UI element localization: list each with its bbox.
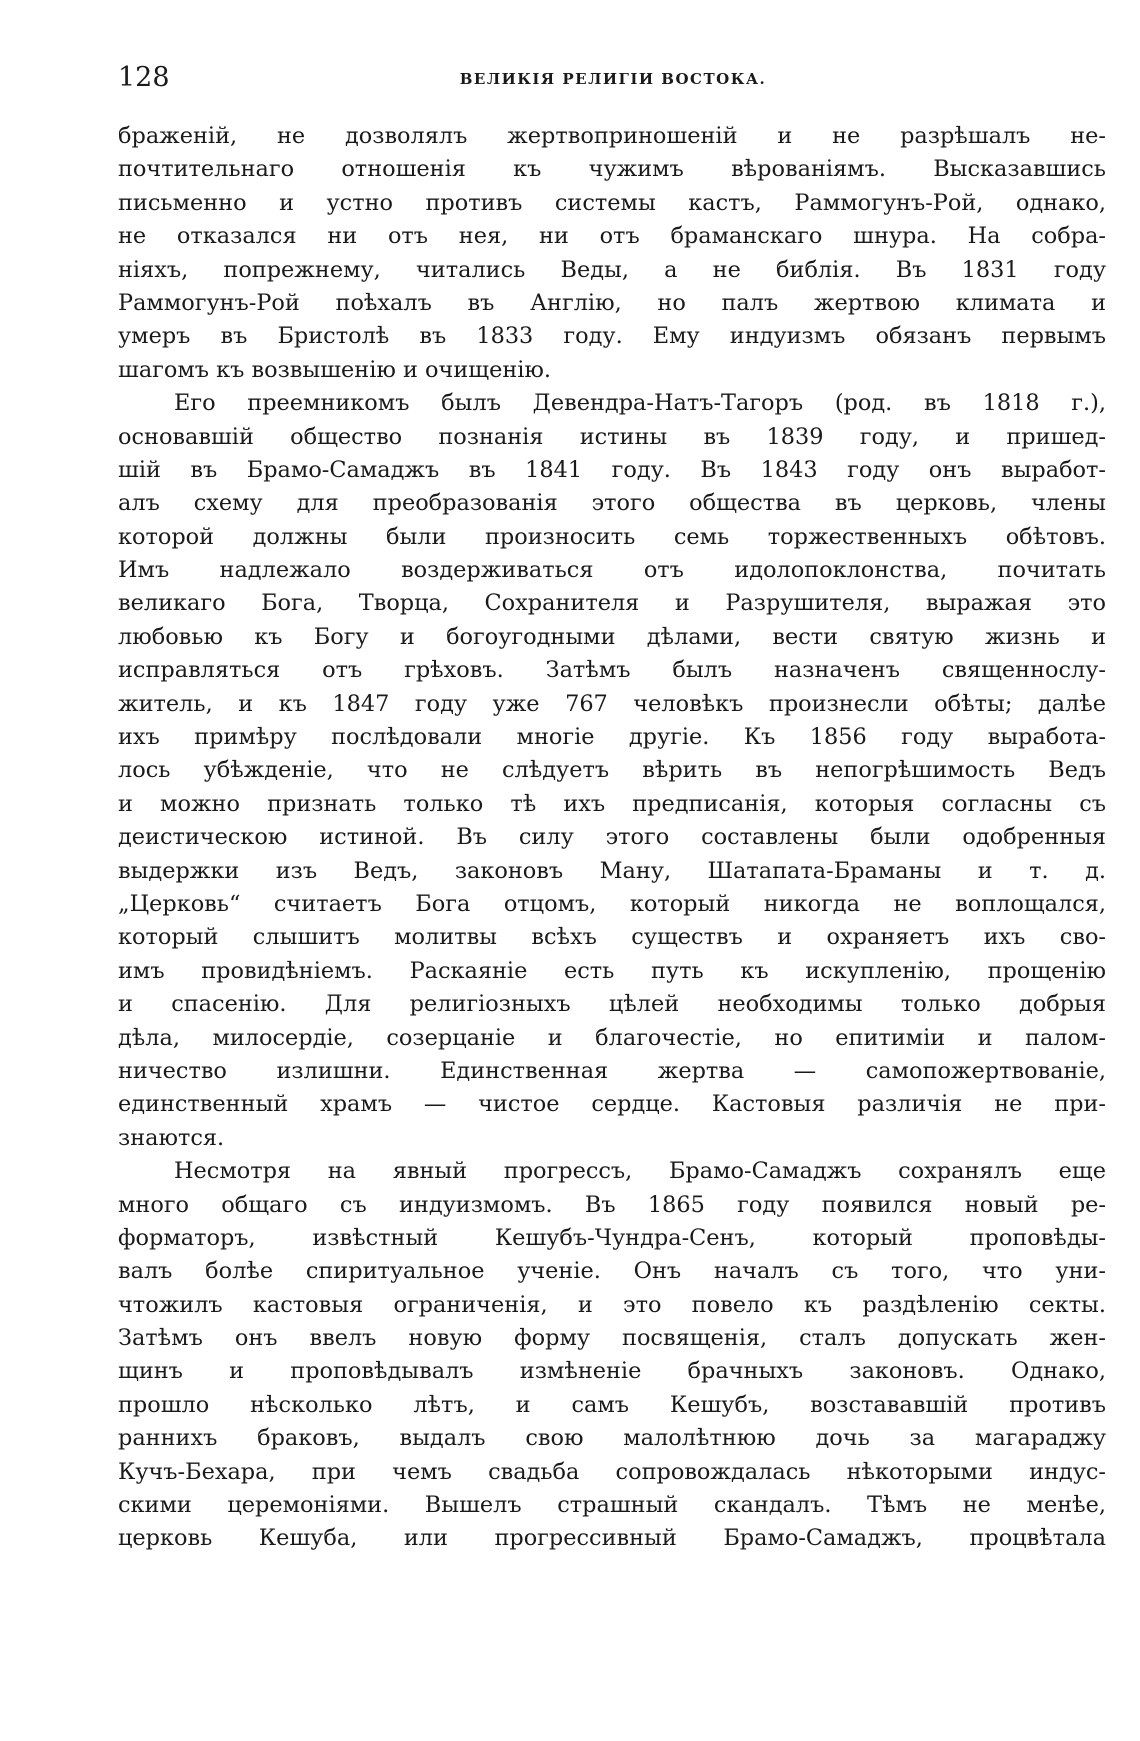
text-line: прошло нѣсколько лѣтъ, и самъ Кешубъ, возстававшій противъ — [118, 1391, 1106, 1418]
text-line: имъ провидѣніемъ. Раскаяніе есть путь къ искупленію, прощенію — [118, 957, 1106, 984]
text-line: который слышитъ молитвы всѣхъ существъ и охраняетъ ихъ сво- — [118, 924, 1106, 951]
body-text — [118, 120, 1106, 1556]
text-line: валъ болѣе спиритуальное ученіе. Онъ началъ съ того, что уни- — [118, 1258, 1106, 1285]
paragraph — [118, 387, 1106, 1155]
text-line: основавшій общество познанія истины въ 1839 году, и пришед- — [118, 423, 1106, 450]
text-line: ничество излишни. Единственная жертва — самопожертвованіе, — [118, 1057, 1106, 1084]
text-line: церковь Кешуба, или прогрессивный Брамо-Самаджъ, процвѣтала — [118, 1525, 1106, 1552]
text-line: алъ схему для преобразованія этого общества въ церковь, члены — [118, 490, 1106, 517]
text-line: шагомъ къ возвышенію и очищенію. — [118, 356, 552, 383]
text-line: умеръ въ Бристолѣ въ 1833 году. Ему индуизмъ обязанъ первымъ — [118, 323, 1106, 350]
text-line: лось убѣжденіе, что не слѣдуетъ вѣрить въ непогрѣшимость Ведъ — [118, 757, 1106, 784]
text-line: Кучъ-Бехара, при чемъ свадьба сопровождалась нѣкоторыми индус- — [118, 1458, 1106, 1485]
page-number: 128 — [118, 62, 170, 93]
text-line: раннихъ браковъ, выдалъ свою малолѣтнюю дочь за магараджу — [118, 1425, 1106, 1452]
paragraph — [118, 1155, 1106, 1556]
text-line: „Церковь“ считаетъ Бога отцомъ, который никогда не воплощался, — [118, 890, 1106, 917]
text-line: Затѣмъ онъ ввелъ новую форму посвященія, сталъ допускать жен- — [118, 1325, 1106, 1352]
text-line: скими церемоніями. Вышелъ страшный скандалъ. Тѣмъ не менѣе, — [118, 1492, 1106, 1519]
text-line: почтительнаго отношенія къ чужимъ вѣрованіямъ. Высказавшись — [118, 156, 1106, 183]
text-line: ихъ примѣру послѣдовали многіе другіе. Къ 1856 году выработа- — [118, 724, 1106, 751]
text-line: щинъ и проповѣдывалъ измѣненіе брачныхъ законовъ. Однако, — [118, 1358, 1106, 1385]
text-line: браженій, не дозволялъ жертвоприношеній и не разрѣшалъ не- — [118, 123, 1106, 149]
text-line: любовью къ Богу и богоугодными дѣлами, вести святую жизнь и — [118, 623, 1106, 650]
text-line: исправляться отъ грѣховъ. Затѣмъ былъ назначенъ священнослу- — [118, 657, 1106, 684]
text-line: шій въ Брамо-Самаджъ въ 1841 году. Въ 1843 году онъ выработ- — [118, 456, 1106, 483]
text-line: выдержки изъ Ведъ, законовъ Ману, Шатапата-Браманы и т. д. — [118, 857, 1106, 884]
text-line: единственный храмъ — чистое сердце. Кастовыя различія не при- — [118, 1091, 1106, 1118]
text-line: дѣла, милосердіе, созерцаніе и благочестіе, но епитиміи и палом- — [118, 1024, 1106, 1051]
text-line: много общаго съ индуизмомъ. Въ 1865 году появился новый ре- — [118, 1191, 1106, 1218]
text-line: житель, и къ 1847 году уже 767 человѣкъ произнесли обѣты; далѣе — [118, 690, 1106, 717]
text-line: которой должны были произносить семь торжественныхъ обѣтовъ. — [118, 523, 1106, 550]
running-title: ВЕЛИКІЯ РЕЛИГІИ ВОСТОКА. — [459, 70, 767, 88]
text-line: письменно и устно противъ системы кастъ, Раммогунъ-Рой, однако, — [118, 189, 1106, 216]
text-line: чтожилъ кастовыя ограниченія, и это повело къ раздѣленію секты. — [118, 1291, 1106, 1318]
text-line: Раммогунъ-Рой поѣхалъ въ Англію, но палъ жертвою климата и — [118, 289, 1106, 316]
text-line: Его преемникомъ былъ Девендра-Натъ-Тагоръ (род. въ 1818 г.), — [174, 390, 1106, 417]
text-line: не отказался ни отъ нея, ни отъ браманскаго шнура. На собра- — [118, 223, 1106, 250]
paragraph — [118, 120, 1106, 387]
text-line: форматоръ, извѣстный Кешубъ-Чундра-Сенъ, который проповѣды- — [118, 1224, 1106, 1251]
text-line: Несмотря на явный прогрессъ, Брамо-Самаджъ сохранялъ еще — [174, 1158, 1106, 1185]
text-line: ніяхъ, попрежнему, читались Веды, а не библія. Въ 1831 году — [118, 256, 1106, 283]
text-line: и можно признать только тѣ ихъ предписанія, которыя согласны съ — [118, 790, 1106, 817]
text-line: знаются. — [118, 1124, 225, 1151]
text-line: деистическою истиной. Въ силу этого составлены были одобренныя — [118, 824, 1106, 851]
page-header — [118, 62, 1108, 102]
text-line: великаго Бога, Творца, Сохранителя и Разрушителя, выражая это — [118, 590, 1106, 617]
text-line: и спасенію. Для религіозныхъ цѣлей необходимы только добрыя — [118, 991, 1106, 1018]
text-line: Имъ надлежало воздерживаться отъ идолопоклонства, почитать — [118, 557, 1106, 584]
